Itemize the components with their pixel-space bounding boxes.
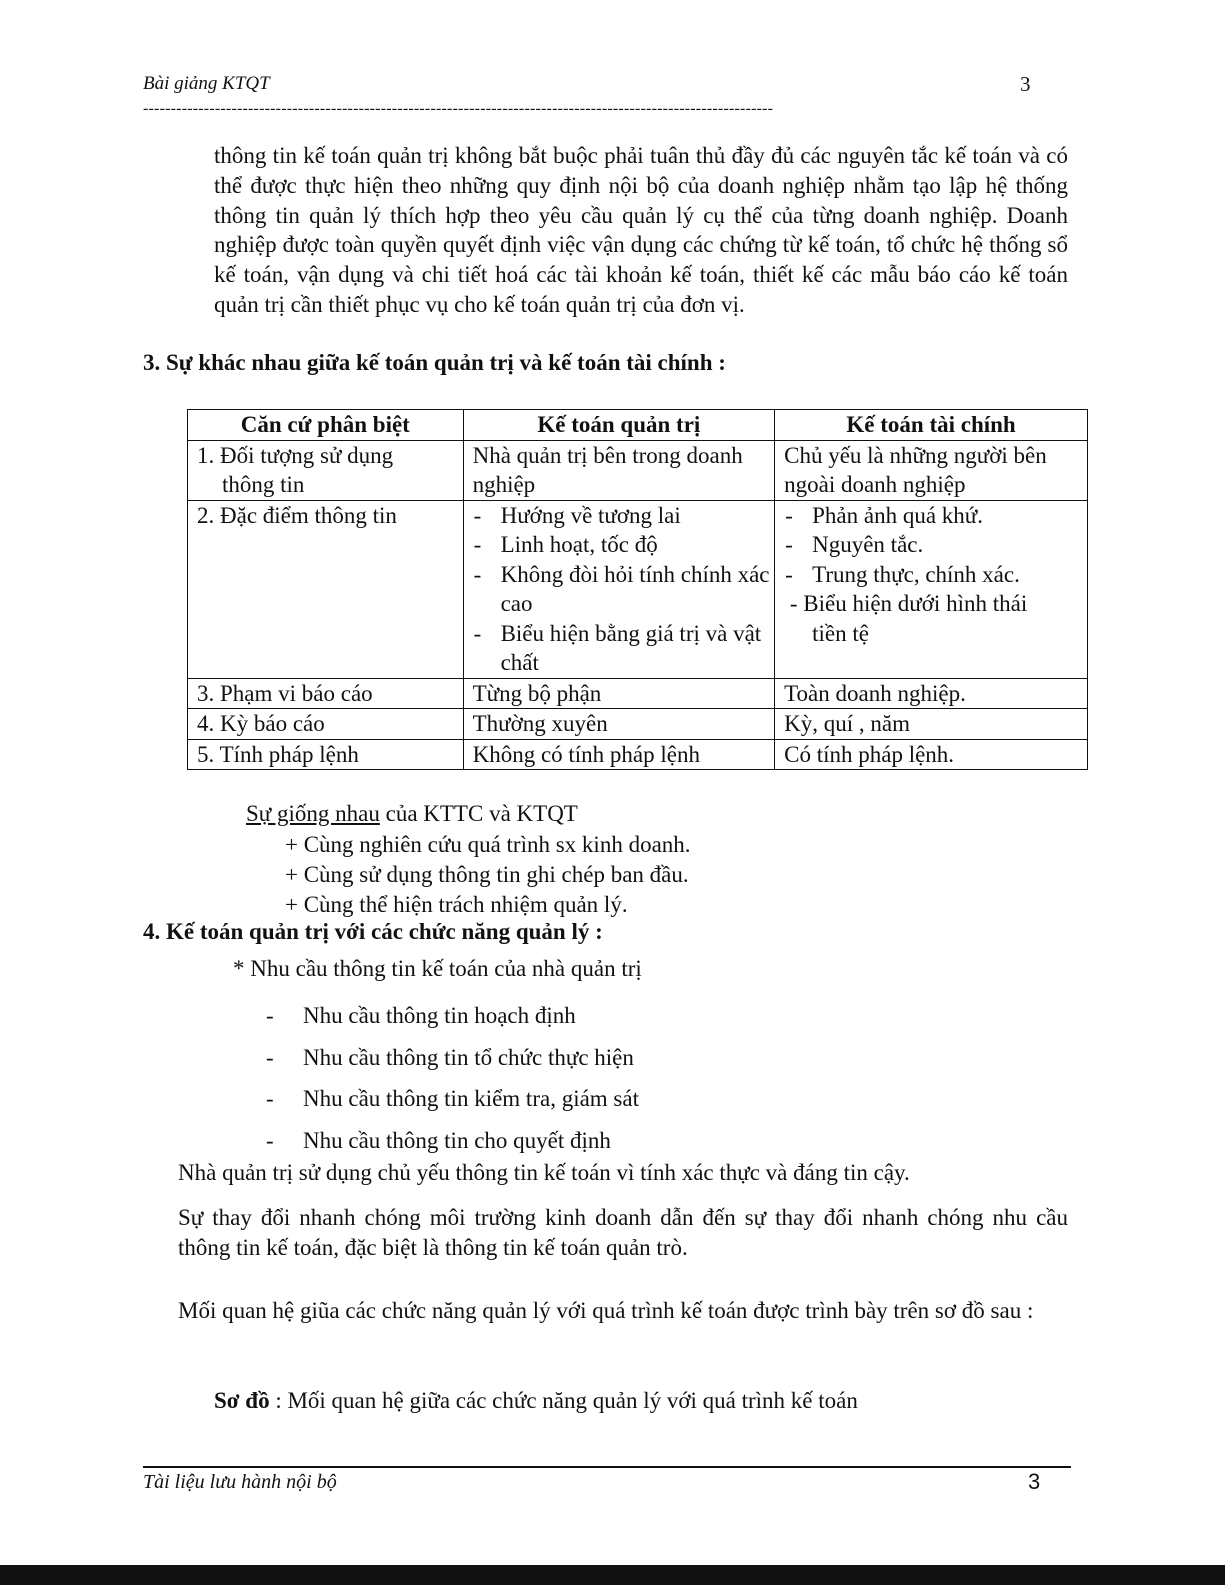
cell-line: thông tin xyxy=(222,472,305,497)
table-cell: Không có tính pháp lệnh xyxy=(463,739,775,770)
table-cell: Thường xuyên xyxy=(463,709,775,740)
section-4-heading: 4. Kế toán quản trị với các chức năng quản lý : xyxy=(143,919,603,944)
list-item: - Biểu hiện bằng giá trị và vật chất xyxy=(473,619,775,678)
list-item-text: Nhu cầu thông tin kiểm tra, giám sát xyxy=(303,1086,639,1111)
list-item-text: Nhu cầu thông tin hoạch định xyxy=(303,1003,576,1028)
footer-rule xyxy=(143,1466,1071,1468)
needs-heading: * Nhu cầu thông tin kế toán của nhà quản trị xyxy=(233,956,642,981)
paragraph: Sự thay đổi nhanh chóng môi trường kinh doanh dẫn đến sự thay đổi nhanh chóng nhu cầu thông tin kế toán, đặc biệt là thông tin kế toán quản trò. xyxy=(178,1205,1068,1260)
table-cell xyxy=(463,500,775,678)
list-item: + Cùng thể hiện trách nhiệm quản lý. xyxy=(285,892,628,917)
list-item: + Cùng sử dụng thông tin ghi chép ban đầu. xyxy=(285,862,689,887)
table-header-cell: Căn cứ phân biệt xyxy=(188,410,464,441)
table-cell: Có tính pháp lệnh. xyxy=(775,739,1088,770)
similarities-title xyxy=(246,801,578,827)
table-row xyxy=(188,440,1088,500)
bullet-list xyxy=(473,501,775,678)
list-item-text: Nhu cầu thông tin tổ chức thực hiện xyxy=(303,1044,634,1070)
table-cell: 3. Phạm vi báo cáo xyxy=(188,678,464,709)
list-item: - Trung thực, chính xác. xyxy=(784,560,1087,590)
list-item: - Nhu cầu thông tin hoạch định xyxy=(266,1003,576,1028)
footer-text: Tài liệu lưu hành nội bộ xyxy=(143,1471,337,1493)
table-row xyxy=(188,739,1088,770)
similarities-title-rest: của KTTC và KTQT xyxy=(379,801,578,826)
list-item: - Linh hoạt, tốc độ xyxy=(473,530,775,560)
table-cell: Toàn doanh nghiệp. xyxy=(775,678,1088,709)
table-cell: 5. Tính pháp lệnh xyxy=(188,739,464,770)
table-cell: Từng bộ phận xyxy=(463,678,775,709)
caption-text: : Mối quan hệ giữa các chức năng quản lý với quá trình kế toán xyxy=(269,1388,858,1413)
similarities-title-underlined: Sự giống nhau xyxy=(246,801,380,826)
similarities-list xyxy=(285,830,691,920)
bottom-border-bar xyxy=(0,1565,1225,1585)
list-item: + Cùng nghiên cứu quá trình sx kinh doanh. xyxy=(285,832,691,857)
table-header-row xyxy=(188,410,1088,441)
table-cell: Chủ yếu là những người bên ngoài doanh nghiệp xyxy=(775,440,1088,500)
list-item-text: Nhu cầu thông tin cho quyết định xyxy=(303,1127,611,1153)
list-item: - Nhu cầu thông tin tổ chức thực hiện xyxy=(266,1044,634,1070)
cell-line: - Biểu hiện dưới hình thái xyxy=(784,591,1028,616)
table-header-cell: Kế toán quản trị xyxy=(463,410,775,441)
caption-label: Sơ đồ xyxy=(214,1388,270,1413)
intro-paragraph: thông tin kế toán quản trị không bắt buộc phải tuân thủ đầy đủ các nguyên tắc kế toán và có thể được thực hiện theo những quy định nội bộ của doanh nghiệp nhằm tạo lập hệ thống thông tin quản lý thích hợp theo yêu cầu quản lý cụ thể của từng doanh nghiệp. Doanh nghiệp được toàn quyền quyết định việc vận dụng các chứng từ kế toán, tổ chức hệ thống sổ kế toán, vận dụng và chi tiết hoá các tài khoản kế toán, thiết kế các mẫu báo cáo kế toán quản trị cần thiết phục vụ cho kế toán quản trị của đơn vị. xyxy=(214,143,1068,317)
bullet-list xyxy=(784,501,1087,590)
table-cell: Kỳ, quí , năm xyxy=(775,709,1088,740)
cell-line: tiền tệ xyxy=(812,620,869,646)
table-row xyxy=(188,500,1088,678)
paragraph: Mối quan hệ giũa các chức năng quản lý với quá trình kế toán được trình bày trên sơ đồ sau : xyxy=(178,1298,1034,1323)
page-header-title: Bài giảng KTQT xyxy=(143,73,270,94)
list-item: - Hướng về tương lai xyxy=(473,501,775,531)
list-item: - Nhu cầu thông tin kiểm tra, giám sát xyxy=(266,1086,639,1111)
needs-list xyxy=(266,995,639,1161)
section-3-heading: 3. Sự khác nhau giữa kế toán quản trị và kế toán tài chính : xyxy=(143,350,726,375)
list-item: - Nhu cầu thông tin cho quyết định xyxy=(266,1127,611,1153)
table-cell xyxy=(775,500,1088,678)
table-row xyxy=(188,709,1088,740)
diagram-caption xyxy=(214,1388,858,1414)
paragraph: Nhà quản trị sử dụng chủ yếu thông tin kế toán vì tính xác thực và đáng tin cậy. xyxy=(178,1160,910,1185)
table-cell: 4. Kỳ báo cáo xyxy=(188,709,464,740)
table-row xyxy=(188,678,1088,709)
page-header-number: 3 xyxy=(1020,72,1031,96)
footer-page-number: 3 xyxy=(1028,1469,1041,1494)
list-item: - Phản ảnh quá khứ. xyxy=(784,501,1087,531)
comparison-table xyxy=(187,409,1088,770)
table-cell xyxy=(188,440,464,500)
header-separator: ------------------------------------------------------------------------------------------------------------------ xyxy=(143,100,774,117)
table-cell: 2. Đặc điểm thông tin xyxy=(188,500,464,678)
list-item: - Nguyên tắc. xyxy=(784,530,1087,560)
table-cell: Nhà quản trị bên trong doanh nghiệp xyxy=(463,440,775,500)
list-item: - Không đòi hỏi tính chính xác cao xyxy=(473,560,775,619)
table-header-cell: Kế toán tài chính xyxy=(775,410,1088,441)
cell-line: 1. Đối tượng sử dụng xyxy=(197,442,394,468)
